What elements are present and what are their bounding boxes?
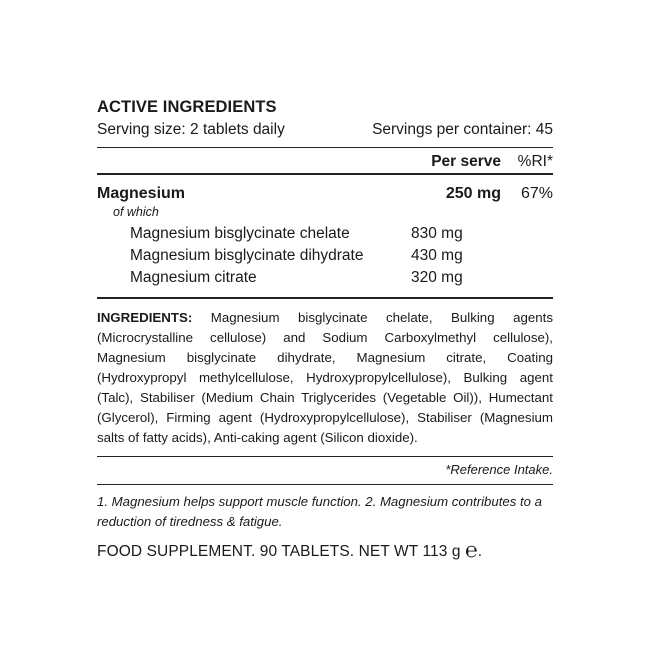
of-which-label: of which (113, 205, 159, 219)
serving-size: Serving size: 2 tablets daily (97, 121, 285, 138)
footer-statement (97, 538, 553, 562)
sub-nutrient-row (97, 223, 553, 245)
sub-nutrient-per-serve: 830 mg (411, 225, 463, 242)
divider (97, 456, 553, 457)
column-header-per-serve: Per serve (431, 153, 501, 170)
ingredients-paragraph (97, 299, 553, 456)
nutrient-per-serve: 250 mg (445, 185, 501, 202)
nutrient-row-magnesium (97, 184, 553, 204)
sub-nutrient-per-serve: 430 mg (411, 247, 463, 264)
sub-nutrient-name: Magnesium bisglycinate dihydrate (130, 247, 364, 264)
supplement-facts-panel (97, 97, 553, 562)
estimated-sign-icon: ℮ (465, 538, 478, 562)
nutrient-table (97, 175, 553, 297)
servings-per-container: Servings per container: 45 (372, 121, 553, 138)
health-claims: 1. Magnesium helps support muscle function. 2. Magnesium contributes to a reduction of tiredness & fatigue. (97, 494, 542, 529)
sub-nutrient-row (97, 245, 553, 267)
ingredients-label: INGREDIENTS: (97, 310, 193, 325)
ingredients-text: Magnesium bisglycinate chelate, Bulking agents (Microcrystalline cellulose) and Sodium Carboxylmethyl cellulose), Magnesium bisglycinate dihydrate, Magnesium citrate, Coating (Hydroxypropyl methylcellulose, Hydroxypropylcellulose), Bulking agent (Talc), Stabiliser (Medium Chain Triglycerides (Vegetable Oil)), Humectant (Glycerol), Firming agent (Hydroxypropylcellulose), Stabiliser (Magnesium salts of fatty acids), Anti-caking agent (Silicon dioxide). (97, 310, 553, 445)
sub-nutrient-row (97, 267, 553, 289)
sub-nutrient-name: Magnesium bisglycinate chelate (130, 225, 350, 242)
column-header-ri: %RI* (517, 153, 553, 170)
divider (97, 484, 553, 485)
table-header-row (97, 152, 553, 173)
footer-text: FOOD SUPPLEMENT. 90 TABLETS. NET WT 113 g (97, 543, 465, 560)
divider (97, 147, 553, 148)
nutrient-name: Magnesium (97, 185, 186, 202)
serving-info-row (97, 120, 553, 140)
reference-intake-note: *Reference Intake. (445, 462, 553, 477)
sub-nutrient-name: Magnesium citrate (130, 269, 257, 286)
panel-title: ACTIVE INGREDIENTS (97, 98, 277, 116)
nutrient-ri: 67% (520, 185, 553, 202)
sub-nutrient-per-serve: 320 mg (411, 269, 463, 286)
footer-end: . (477, 543, 483, 560)
